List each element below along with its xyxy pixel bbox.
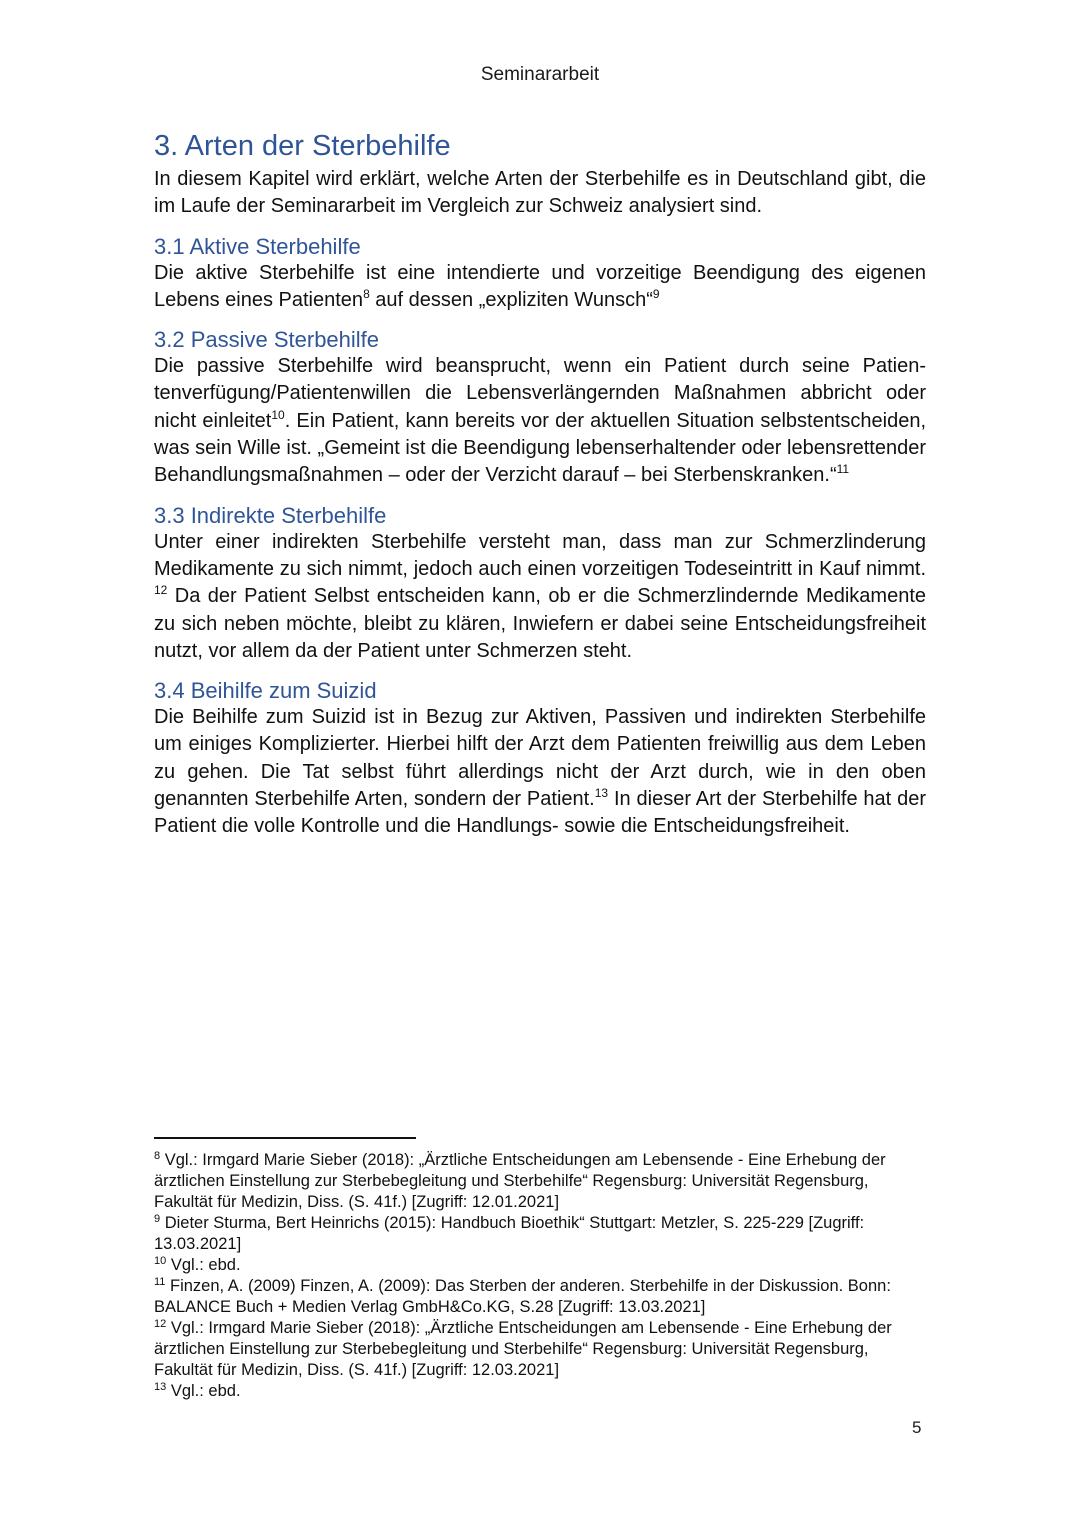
footnote-text: Finzen, A. (2009) Finzen, A. (2009): Das Sterben der anderen. Sterbehilfe in der Diskussion. Bonn: BALANCE Buch + Medien Verlag GmbH&Co.KG, S.28 [Zugriff: 13.03.2021] (154, 1277, 891, 1316)
section-body-aktive (154, 260, 926, 315)
chapter-title: 3. Arten der Sterbehilfe (154, 130, 451, 162)
footnote-item (154, 1213, 914, 1255)
body-text: Die aktive Sterbehilfe ist eine intendierte und vorzeitige Beendigung des eigenen Lebens eines Patienten (154, 261, 926, 311)
section-title-beihilfe: 3.4 Beihilfe zum Suizid (154, 678, 377, 704)
section-title-passive: 3.2 Passive Sterbehilfe (154, 327, 380, 353)
footnote-ref: 9 (652, 286, 660, 301)
footnote-text: Vgl.: Irmgard Marie Sieber (2018): „Ärztliche Entscheidungen am Lebensende - Eine Erhebung der ärztlichen Einstellung zur Sterbebegleitung und Sterbehilfe“ Regensburg: Universität Regensburg, Fakultät für Medizin, Diss. (S. 41f.) [Zugriff: 12.03.2021] (154, 1319, 892, 1379)
footnote-text: Vgl.: ebd. (166, 1382, 241, 1400)
footnote-number: 10 (154, 1255, 167, 1267)
footnote-text: Vgl.: ebd. (166, 1256, 241, 1274)
section-body-indirekte (154, 529, 926, 665)
footnote-text: Dieter Sturma, Bert Heinrichs (2015): Handbuch Bioethik“ Stuttgart: Metzler, S. 225-229 [Zugriff: 13.03.2021] (154, 1214, 865, 1253)
page-header: Seminararbeit (480, 64, 600, 85)
body-text: auf dessen „expliziten Wunsch“ (369, 288, 653, 311)
section-body-passive (154, 353, 926, 489)
footnote-number: 12 (154, 1318, 167, 1330)
body-text: Die passive Sterbehilfe wird beansprucht, wenn ein Patient durch seine Patientenverfügung/Patientenwillen die Lebensverlängernden Maßnahmen abbricht oder nicht einleitet (154, 355, 926, 432)
footnote-number: 11 (154, 1276, 166, 1288)
footnote-ref: 8 (363, 286, 370, 301)
body-text: In dieser Art der Sterbehilfe hat der Patient die volle Kontrolle und die Handlungs- sowie die Entscheidungsfreiheit. (154, 788, 927, 838)
footnote-item (154, 1381, 914, 1402)
footnote-item (154, 1276, 914, 1318)
chapter-intro: In diesem Kapitel wird erklärt, welche Arten der Sterbehilfe es in Deutschland gibt, die im Laufe der Seminararbeit im Vergleich zur Schweiz analysiert sind. (154, 168, 926, 218)
footnote-ref: 11 (836, 462, 850, 477)
footnote-ref: 13 (594, 786, 609, 801)
page-number: 5 (912, 1418, 922, 1437)
main-content (154, 128, 926, 841)
footnote-separator (154, 1137, 416, 1139)
body-text: Da der Patient Selbst entscheiden kann, ob er die Schmerzlindernde Medikamente zu sich neben möchte, bleibt zu klären, Inwiefern er dabei seine Entscheidungsfreiheit nutzt, vor allem da der Patient unter Schmerzen steht. (154, 585, 926, 662)
body-text: . Ein Patient, kann bereits vor der aktuellen Situation selbstentscheiden, was sein Wille ist. „Gemeint ist die Beendigung lebenserhaltender oder lebensrettender Behandlungsmaßnahmen – oder der Verzicht darauf – bei Sterbenskranken.“ (154, 409, 926, 487)
footnote-text: Vgl.: Irmgard Marie Sieber (2018): „Ärztliche Entscheidungen am Lebensende - Eine Erhebung der ärztlichen Einstellung zur Sterbebegleitung und Sterbehilfe“ Regensburg: Universität Regensburg, Fakultät für Medizin, Diss. (S. 41f.) [Zugriff: 12.01.2021] (154, 1151, 886, 1211)
section-body-beihilfe (154, 704, 926, 840)
body-text: Die Beihilfe zum Suizid ist in Bezug zur Aktiven, Passiven und indirekten Sterbehilfe um einiges Komplizierter. Hierbei hilft der Arzt dem Patienten freiwillig aus dem Leben zu gehen. Die Tat selbst führt allerdings nicht der Arzt durch, wie in den oben genannten Sterbehilfe Arten, sondern der Patient. (154, 706, 926, 811)
footnote-number: 13 (154, 1381, 167, 1393)
body-text: Unter einer indirekten Sterbehilfe versteht man, dass man zur Schmerzlinderung Medikamente zu sich nimmt, jedoch auch einen vorzeitigen Todeseintritt in Kauf nimmt. (154, 530, 926, 580)
footnote-item (154, 1255, 914, 1276)
footnote-item (154, 1318, 914, 1381)
section-title-aktive: 3.1 Aktive Sterbehilfe (154, 233, 361, 259)
section-title-indirekte: 3.3 Indirekte Sterbehilfe (154, 502, 387, 528)
footnote-item (154, 1150, 914, 1213)
footnote-ref: 10 (271, 407, 285, 422)
footnotes (154, 1150, 914, 1402)
footnote-number: 8 (154, 1150, 161, 1162)
footnote-number: 9 (154, 1213, 161, 1225)
footnote-ref: 12 (154, 583, 168, 598)
